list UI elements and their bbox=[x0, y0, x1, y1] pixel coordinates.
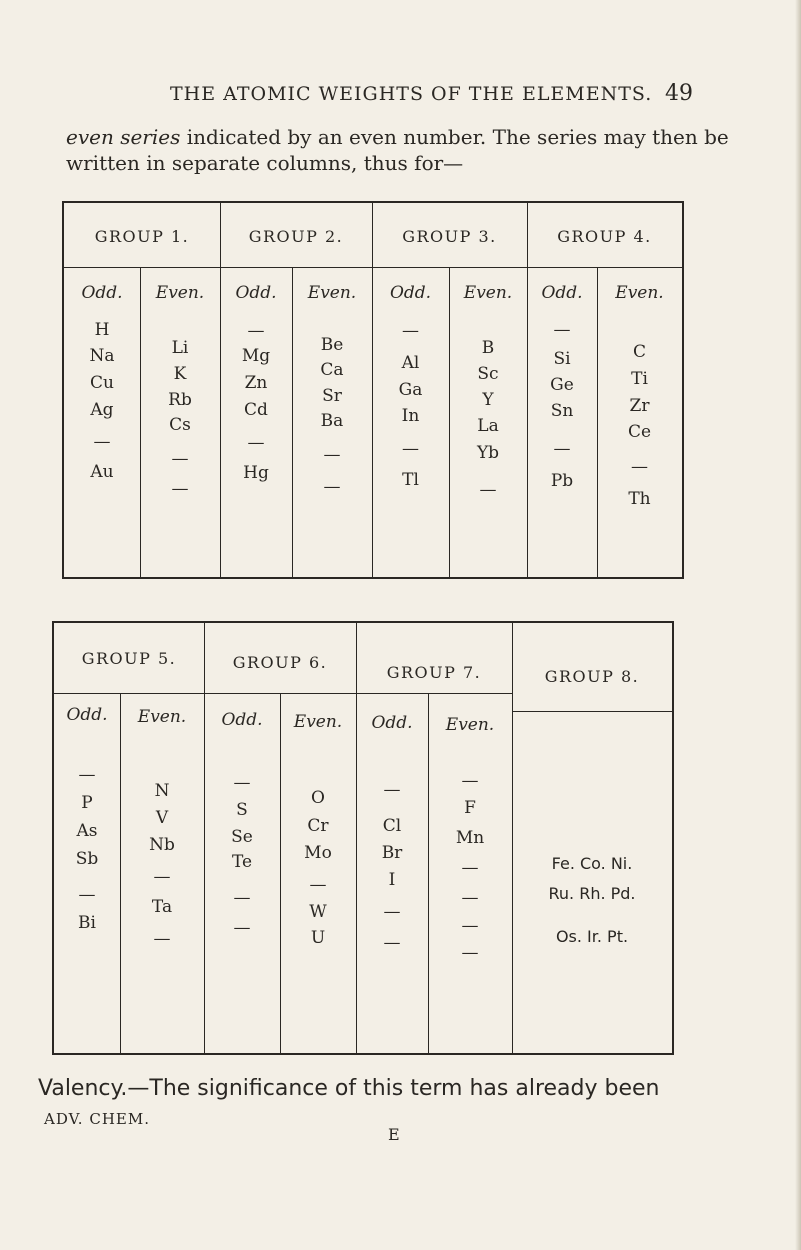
element-cell: — bbox=[461, 916, 479, 936]
element-cell: — bbox=[383, 902, 401, 922]
element-cell: Cs bbox=[169, 415, 191, 435]
element-cell: O bbox=[311, 788, 325, 808]
footer-signature-left: ADV. CHEM. bbox=[44, 1110, 150, 1128]
element-cell: Si bbox=[553, 349, 571, 369]
element-cell: Ta bbox=[151, 897, 173, 917]
element-cell: — bbox=[247, 433, 265, 453]
subhead-even: Even. bbox=[155, 283, 205, 303]
group-heading: GROUP 3. bbox=[402, 227, 497, 246]
element-cell: Hg bbox=[243, 463, 269, 483]
element-cell: Sc bbox=[477, 364, 499, 384]
element-cell: — bbox=[171, 449, 189, 469]
element-cell: P bbox=[81, 793, 93, 813]
element-cell: As bbox=[76, 821, 98, 841]
page-number: 49 bbox=[665, 81, 693, 106]
element-cell: — bbox=[323, 477, 341, 497]
element-cell: — bbox=[383, 780, 401, 800]
valency-line: Valency.—The significance of this term has already been bbox=[38, 1076, 660, 1101]
group-heading: GROUP 7. bbox=[386, 663, 482, 682]
element-cell: Yb bbox=[476, 443, 500, 463]
element-cell: Mo bbox=[304, 843, 332, 863]
intro-text-2: written in separate columns, thus for— bbox=[66, 151, 464, 175]
page-edge-shadow bbox=[795, 0, 801, 1250]
element-cell: Ag bbox=[90, 400, 114, 420]
element-cell: I bbox=[388, 870, 396, 890]
element-cell: — bbox=[402, 321, 419, 341]
element-cell: S bbox=[236, 800, 248, 820]
running-head bbox=[0, 81, 801, 109]
element-cell: C bbox=[632, 342, 646, 362]
element-cell: K bbox=[173, 364, 187, 384]
subhead-odd: Odd. bbox=[66, 705, 108, 725]
element-cell: V bbox=[155, 808, 169, 828]
group2-even-column bbox=[292, 203, 372, 577]
element-cell: B bbox=[481, 338, 495, 358]
intro-italic: even series bbox=[66, 125, 181, 149]
element-cell: Tl bbox=[402, 470, 419, 490]
running-head-title: THE ATOMIC WEIGHTS OF THE ELEMENTS. bbox=[170, 83, 653, 105]
element-cell: — bbox=[631, 457, 648, 477]
element-cell: Y bbox=[482, 390, 494, 410]
element-cell: Th bbox=[628, 489, 651, 509]
element-cell: — bbox=[233, 918, 251, 938]
subhead-odd: Odd. bbox=[221, 710, 263, 730]
group5-even-column bbox=[120, 623, 204, 1053]
element-cell: Se bbox=[231, 827, 253, 847]
group4-odd-column bbox=[527, 203, 597, 577]
element-cell: — bbox=[233, 773, 251, 793]
group1-odd-column bbox=[64, 203, 140, 577]
element-cell: — bbox=[323, 445, 341, 465]
element-cell: Na bbox=[89, 346, 115, 366]
element-cell: U bbox=[310, 928, 326, 948]
subhead-odd: Odd. bbox=[389, 283, 432, 303]
element-cell: Cr bbox=[307, 816, 329, 836]
subhead-even: Even. bbox=[445, 715, 495, 735]
element-cell: — bbox=[93, 432, 111, 452]
element-cell: Cl bbox=[382, 816, 402, 836]
element-cell: — bbox=[479, 480, 497, 500]
subhead-odd: Odd. bbox=[235, 283, 277, 303]
element-cell: — bbox=[247, 321, 265, 341]
element-cell: La bbox=[477, 416, 499, 436]
element-cell: — bbox=[171, 479, 189, 499]
group-heading: GROUP 4. bbox=[557, 227, 652, 246]
element-cell: Ce bbox=[627, 422, 652, 442]
group-heading: GROUP 6. bbox=[232, 653, 328, 672]
group7-even-column bbox=[428, 623, 512, 1053]
group7-odd-column bbox=[356, 623, 428, 1053]
element-cell: — bbox=[461, 943, 479, 963]
element-cell: Te bbox=[231, 852, 253, 872]
element-cell: Ba bbox=[320, 411, 344, 431]
subhead-even: Even. bbox=[307, 283, 357, 303]
triad-cell: Ru. Rh. Pd. bbox=[548, 884, 636, 903]
element-cell: In bbox=[401, 406, 420, 426]
element-cell: Al bbox=[401, 353, 420, 373]
element-cell: Sb bbox=[75, 849, 99, 869]
group6-even-column bbox=[280, 623, 356, 1053]
group2-odd-column bbox=[220, 203, 292, 577]
group1-even-column bbox=[140, 203, 220, 577]
element-cell: — bbox=[553, 439, 571, 459]
group4-even-column bbox=[597, 203, 682, 577]
element-cell: — bbox=[309, 875, 327, 895]
group-heading: GROUP 2. bbox=[248, 227, 344, 246]
element-cell: Ge bbox=[550, 375, 574, 395]
groups-1-4-table bbox=[62, 201, 684, 579]
element-cell: Sn bbox=[550, 401, 574, 421]
element-cell: — bbox=[383, 933, 401, 953]
subhead-odd: Odd. bbox=[371, 713, 413, 733]
element-cell: — bbox=[461, 888, 479, 908]
element-cell: — bbox=[553, 320, 571, 340]
group8-column bbox=[512, 623, 672, 1053]
group-heading: GROUP 5. bbox=[81, 649, 177, 668]
subhead-even: Even. bbox=[137, 707, 187, 727]
subhead-odd: Odd. bbox=[81, 283, 123, 303]
element-cell: Mg bbox=[241, 346, 271, 366]
intro-paragraph bbox=[66, 124, 766, 176]
element-cell: Nb bbox=[149, 835, 175, 855]
element-cell: — bbox=[461, 858, 479, 878]
element-cell: — bbox=[461, 771, 479, 791]
element-cell: — bbox=[233, 888, 251, 908]
footer-signature-letter: E bbox=[388, 1125, 400, 1144]
element-cell: Ti bbox=[631, 369, 648, 389]
group-heading: GROUP 1. bbox=[94, 227, 190, 246]
element-cell: Mn bbox=[455, 828, 485, 848]
subhead-even: Even. bbox=[293, 712, 343, 732]
subhead-even: Even. bbox=[615, 283, 664, 303]
subhead-even: Even. bbox=[463, 283, 513, 303]
element-cell: Zn bbox=[244, 373, 268, 393]
element-cell: Bi bbox=[78, 913, 96, 933]
element-cell: Au bbox=[90, 462, 114, 482]
element-cell: Ca bbox=[320, 360, 344, 380]
triad-cell: Os. Ir. Pt. bbox=[555, 927, 629, 946]
group6-odd-column bbox=[204, 623, 280, 1053]
element-cell: Sr bbox=[322, 386, 342, 406]
element-cell: Cd bbox=[244, 400, 268, 420]
element-cell: N bbox=[154, 781, 170, 801]
triad-cell: Fe. Co. Ni. bbox=[551, 854, 633, 873]
element-cell: Br bbox=[381, 843, 403, 863]
element-cell: — bbox=[78, 885, 96, 905]
element-cell: F bbox=[464, 798, 476, 818]
element-cell: — bbox=[153, 929, 171, 949]
element-cell: Zr bbox=[629, 396, 650, 416]
intro-text-1: indicated by an even number. The series may then be bbox=[180, 125, 729, 149]
group3-even-column bbox=[449, 203, 527, 577]
element-cell: Cu bbox=[90, 373, 114, 393]
element-cell: Be bbox=[320, 335, 344, 355]
element-cell: — bbox=[402, 439, 419, 459]
element-cell: — bbox=[78, 765, 96, 785]
element-cell: Pb bbox=[550, 471, 574, 491]
group-heading: GROUP 8. bbox=[544, 667, 640, 686]
element-cell: H bbox=[94, 320, 110, 340]
element-cell: Li bbox=[171, 338, 189, 358]
element-cell: Rb bbox=[168, 390, 192, 410]
subhead-odd: Odd. bbox=[541, 283, 583, 303]
element-cell: W bbox=[309, 902, 327, 922]
group3-odd-column bbox=[372, 203, 449, 577]
element-cell: Ga bbox=[398, 380, 423, 400]
element-cell: — bbox=[153, 867, 171, 887]
group5-odd-column bbox=[54, 623, 120, 1053]
groups-5-8-table bbox=[52, 621, 674, 1055]
